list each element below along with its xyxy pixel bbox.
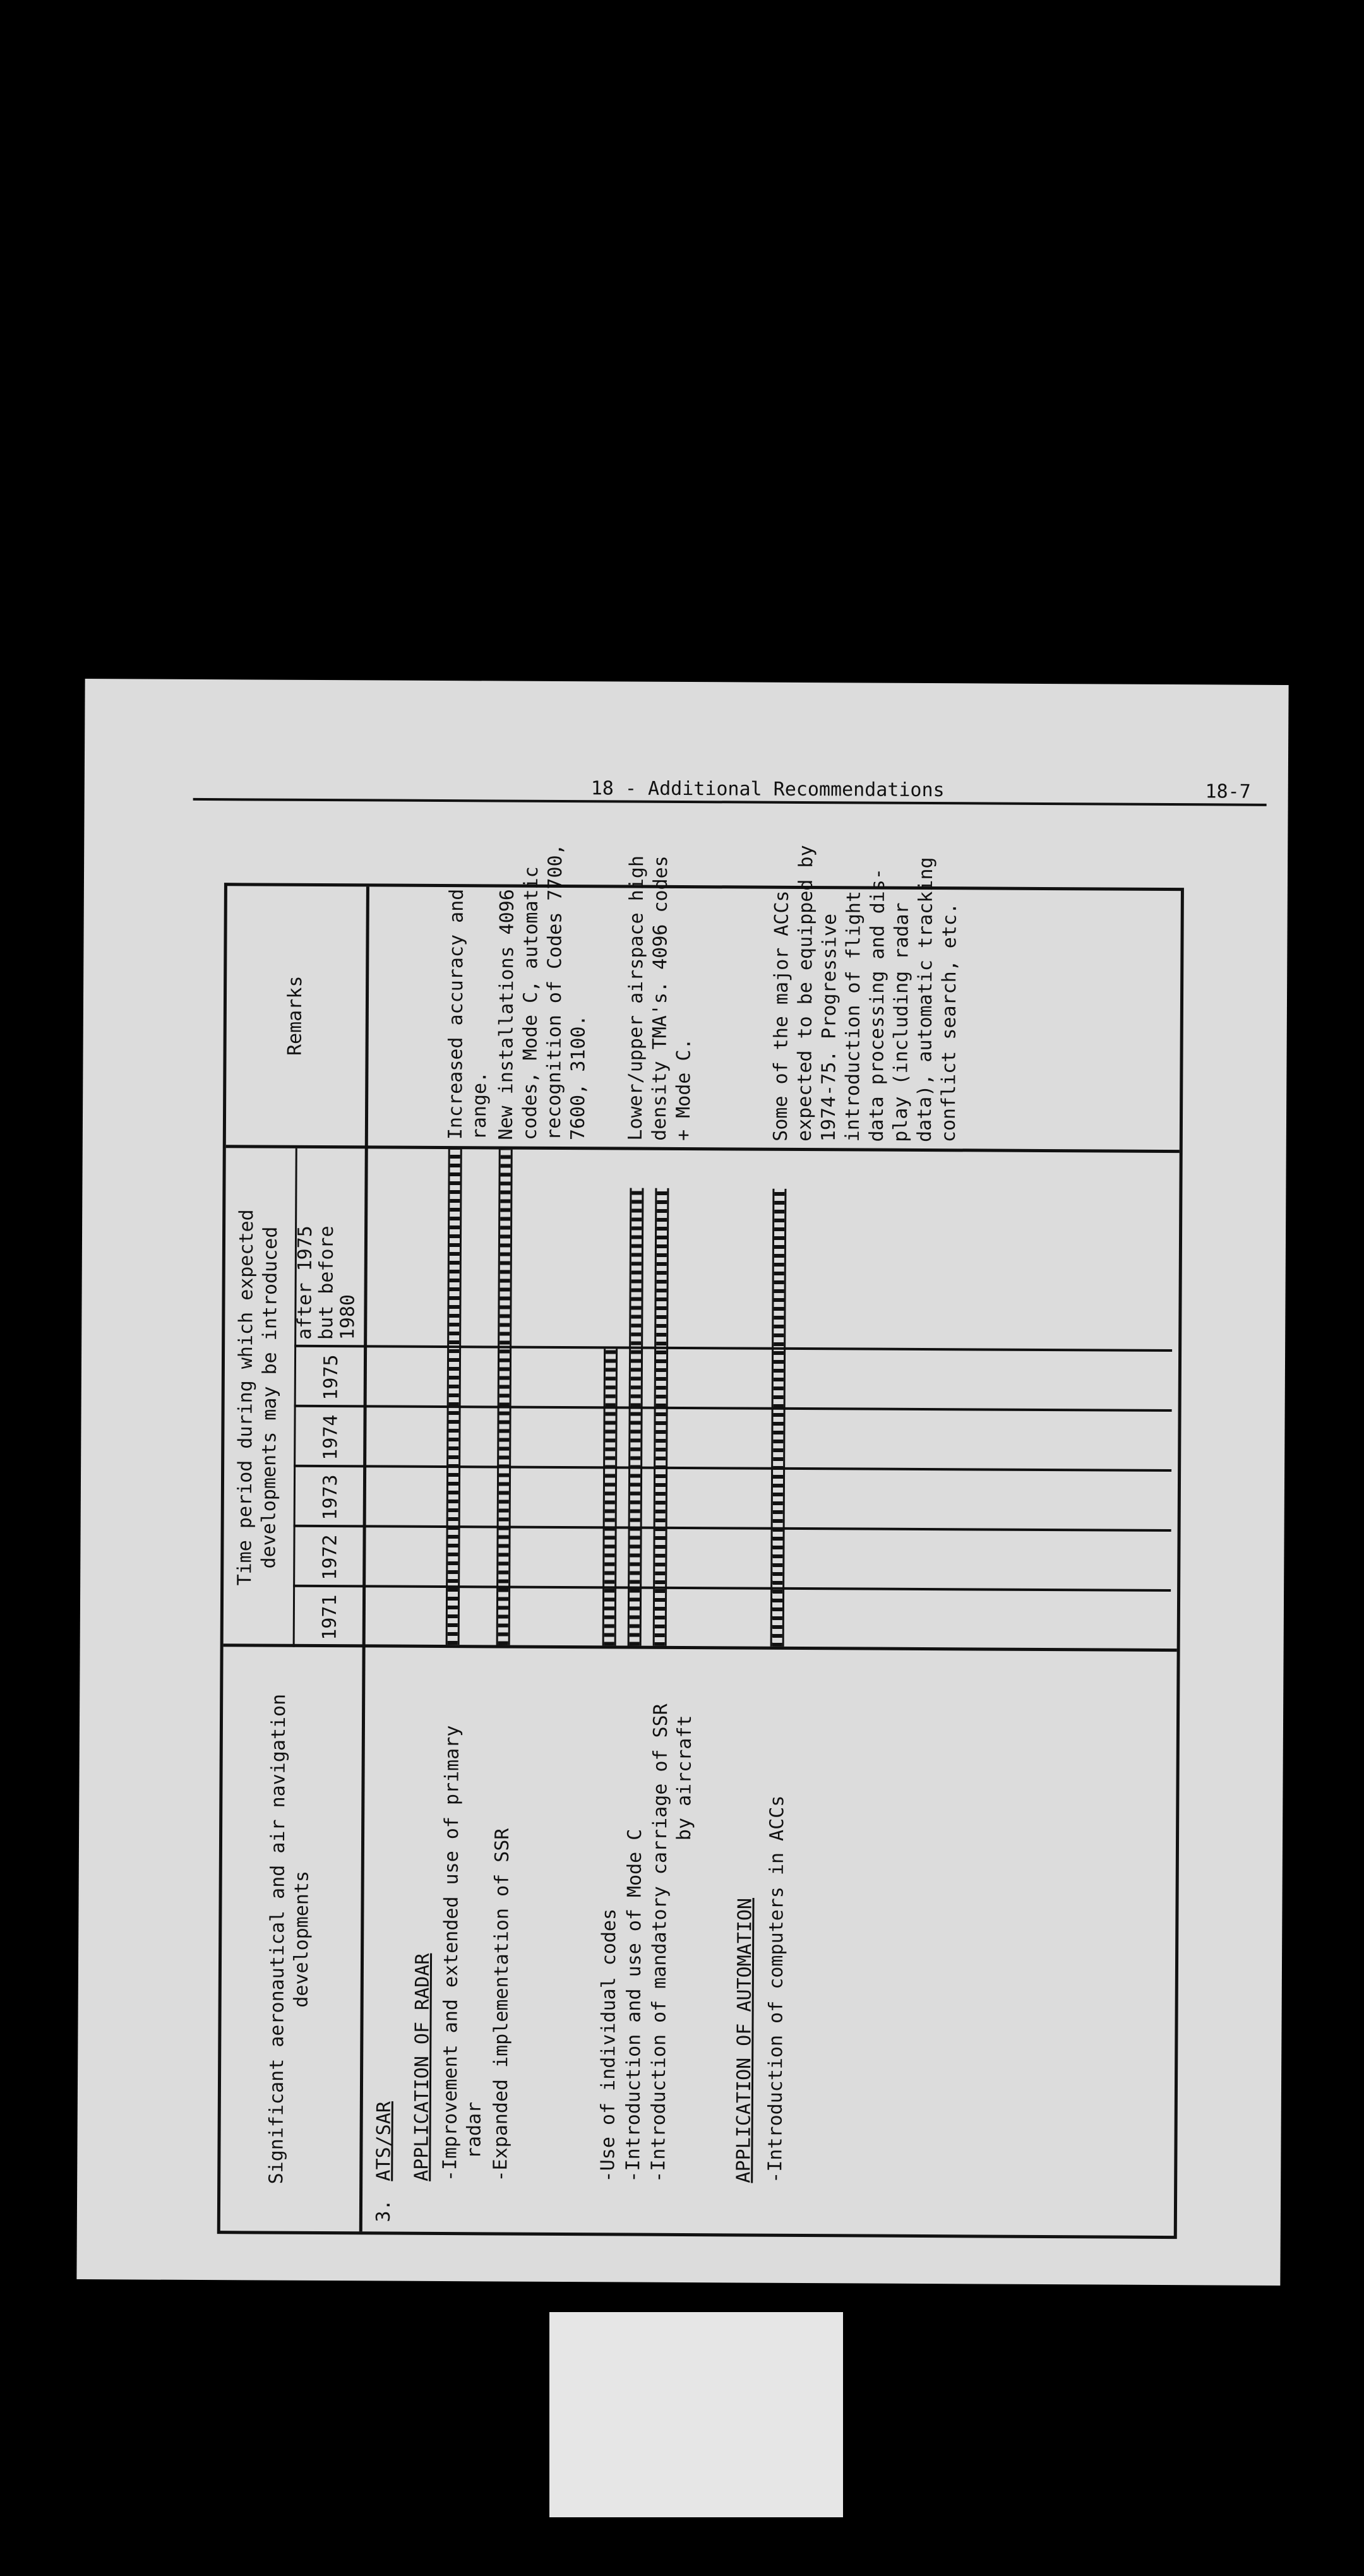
remark-ssr: New installations 4096 codes, Mode C, automatic recognition of Codes 7700, 7600, 3100. xyxy=(494,844,590,1141)
page-title: 18 - Additional Recommendations xyxy=(590,777,945,802)
ssr-sub-mode-c: -Introduction and use of Mode C xyxy=(622,1828,647,2183)
timeline-bar-computers xyxy=(770,1189,787,1647)
page-number: 18-7 xyxy=(1205,780,1251,803)
column-divider-remarks xyxy=(226,1145,1180,1153)
automation-heading: APPLICATION OF AUTOMATION xyxy=(733,1897,757,2183)
year-divider-2 xyxy=(294,1525,1171,1532)
header-time-period: Time period during which expected developments may be introduced xyxy=(234,1209,282,1586)
ssr-sub-mandatory-carriage: -Introduction of mandatory carriage of SSR by aircraft xyxy=(647,1703,697,2183)
header-after-1975: after 1975 but before 1980 xyxy=(294,1225,359,1340)
year-1974: 1974 xyxy=(320,1414,342,1460)
remark-primary-radar: Increased accuracy and range. xyxy=(444,888,491,1140)
document-page xyxy=(76,679,1288,2286)
timeline-bar-primary-radar xyxy=(446,1149,462,1645)
year-divider-3 xyxy=(294,1465,1171,1472)
remark-automation: Some of the major ACCs expected to be equipped by 1974-75. Progressive introduction of flight data processing and dis- play (including radar data), automatic tracking conflict search, etc. xyxy=(769,845,961,1143)
development-table xyxy=(217,844,1184,2239)
section-number: 3. xyxy=(372,2199,395,2222)
year-divider-1 xyxy=(293,1585,1171,1592)
year-divider-4 xyxy=(294,1405,1172,1412)
paper-slip xyxy=(549,2312,843,2517)
automation-item-computers: -Introduction of computers in ACCs xyxy=(764,1795,789,2183)
column-divider-developments xyxy=(224,1643,1177,1652)
timeline-bar-ssr xyxy=(496,1149,513,1645)
remark-mandatory-ssr: Lower/upper airspace high density TMA's. 4096 codes + Mode C. xyxy=(624,855,695,1142)
timeline-bar-mandatory-ssr xyxy=(653,1188,669,1646)
year-1972: 1972 xyxy=(319,1534,342,1580)
header-remarks: Remarks xyxy=(284,975,307,1056)
rotated-table-content xyxy=(220,844,1181,2236)
ssr-sub-individual-codes: -Use of individual codes xyxy=(597,1908,621,2183)
radar-heading: APPLICATION OF RADAR xyxy=(410,1953,434,2181)
radar-item-ssr: -Expanded implementation of SSR xyxy=(489,1828,514,2182)
timeline-bar-individual-codes xyxy=(602,1349,618,1645)
timeline-bar-mode-c xyxy=(628,1188,644,1646)
header-developments: Significant aeronautical and air navigation developments xyxy=(265,1693,313,2185)
year-1971: 1971 xyxy=(318,1594,342,1640)
page-header xyxy=(193,775,1267,806)
radar-item-primary: -Improvement and extended use of primary radar xyxy=(439,1725,486,2182)
year-1975: 1975 xyxy=(320,1354,343,1400)
year-1973: 1973 xyxy=(319,1474,342,1520)
header-row-divider xyxy=(359,886,369,2231)
section-title: ATS/SAR xyxy=(373,2101,395,2181)
year-divider-5 xyxy=(294,1345,1172,1352)
